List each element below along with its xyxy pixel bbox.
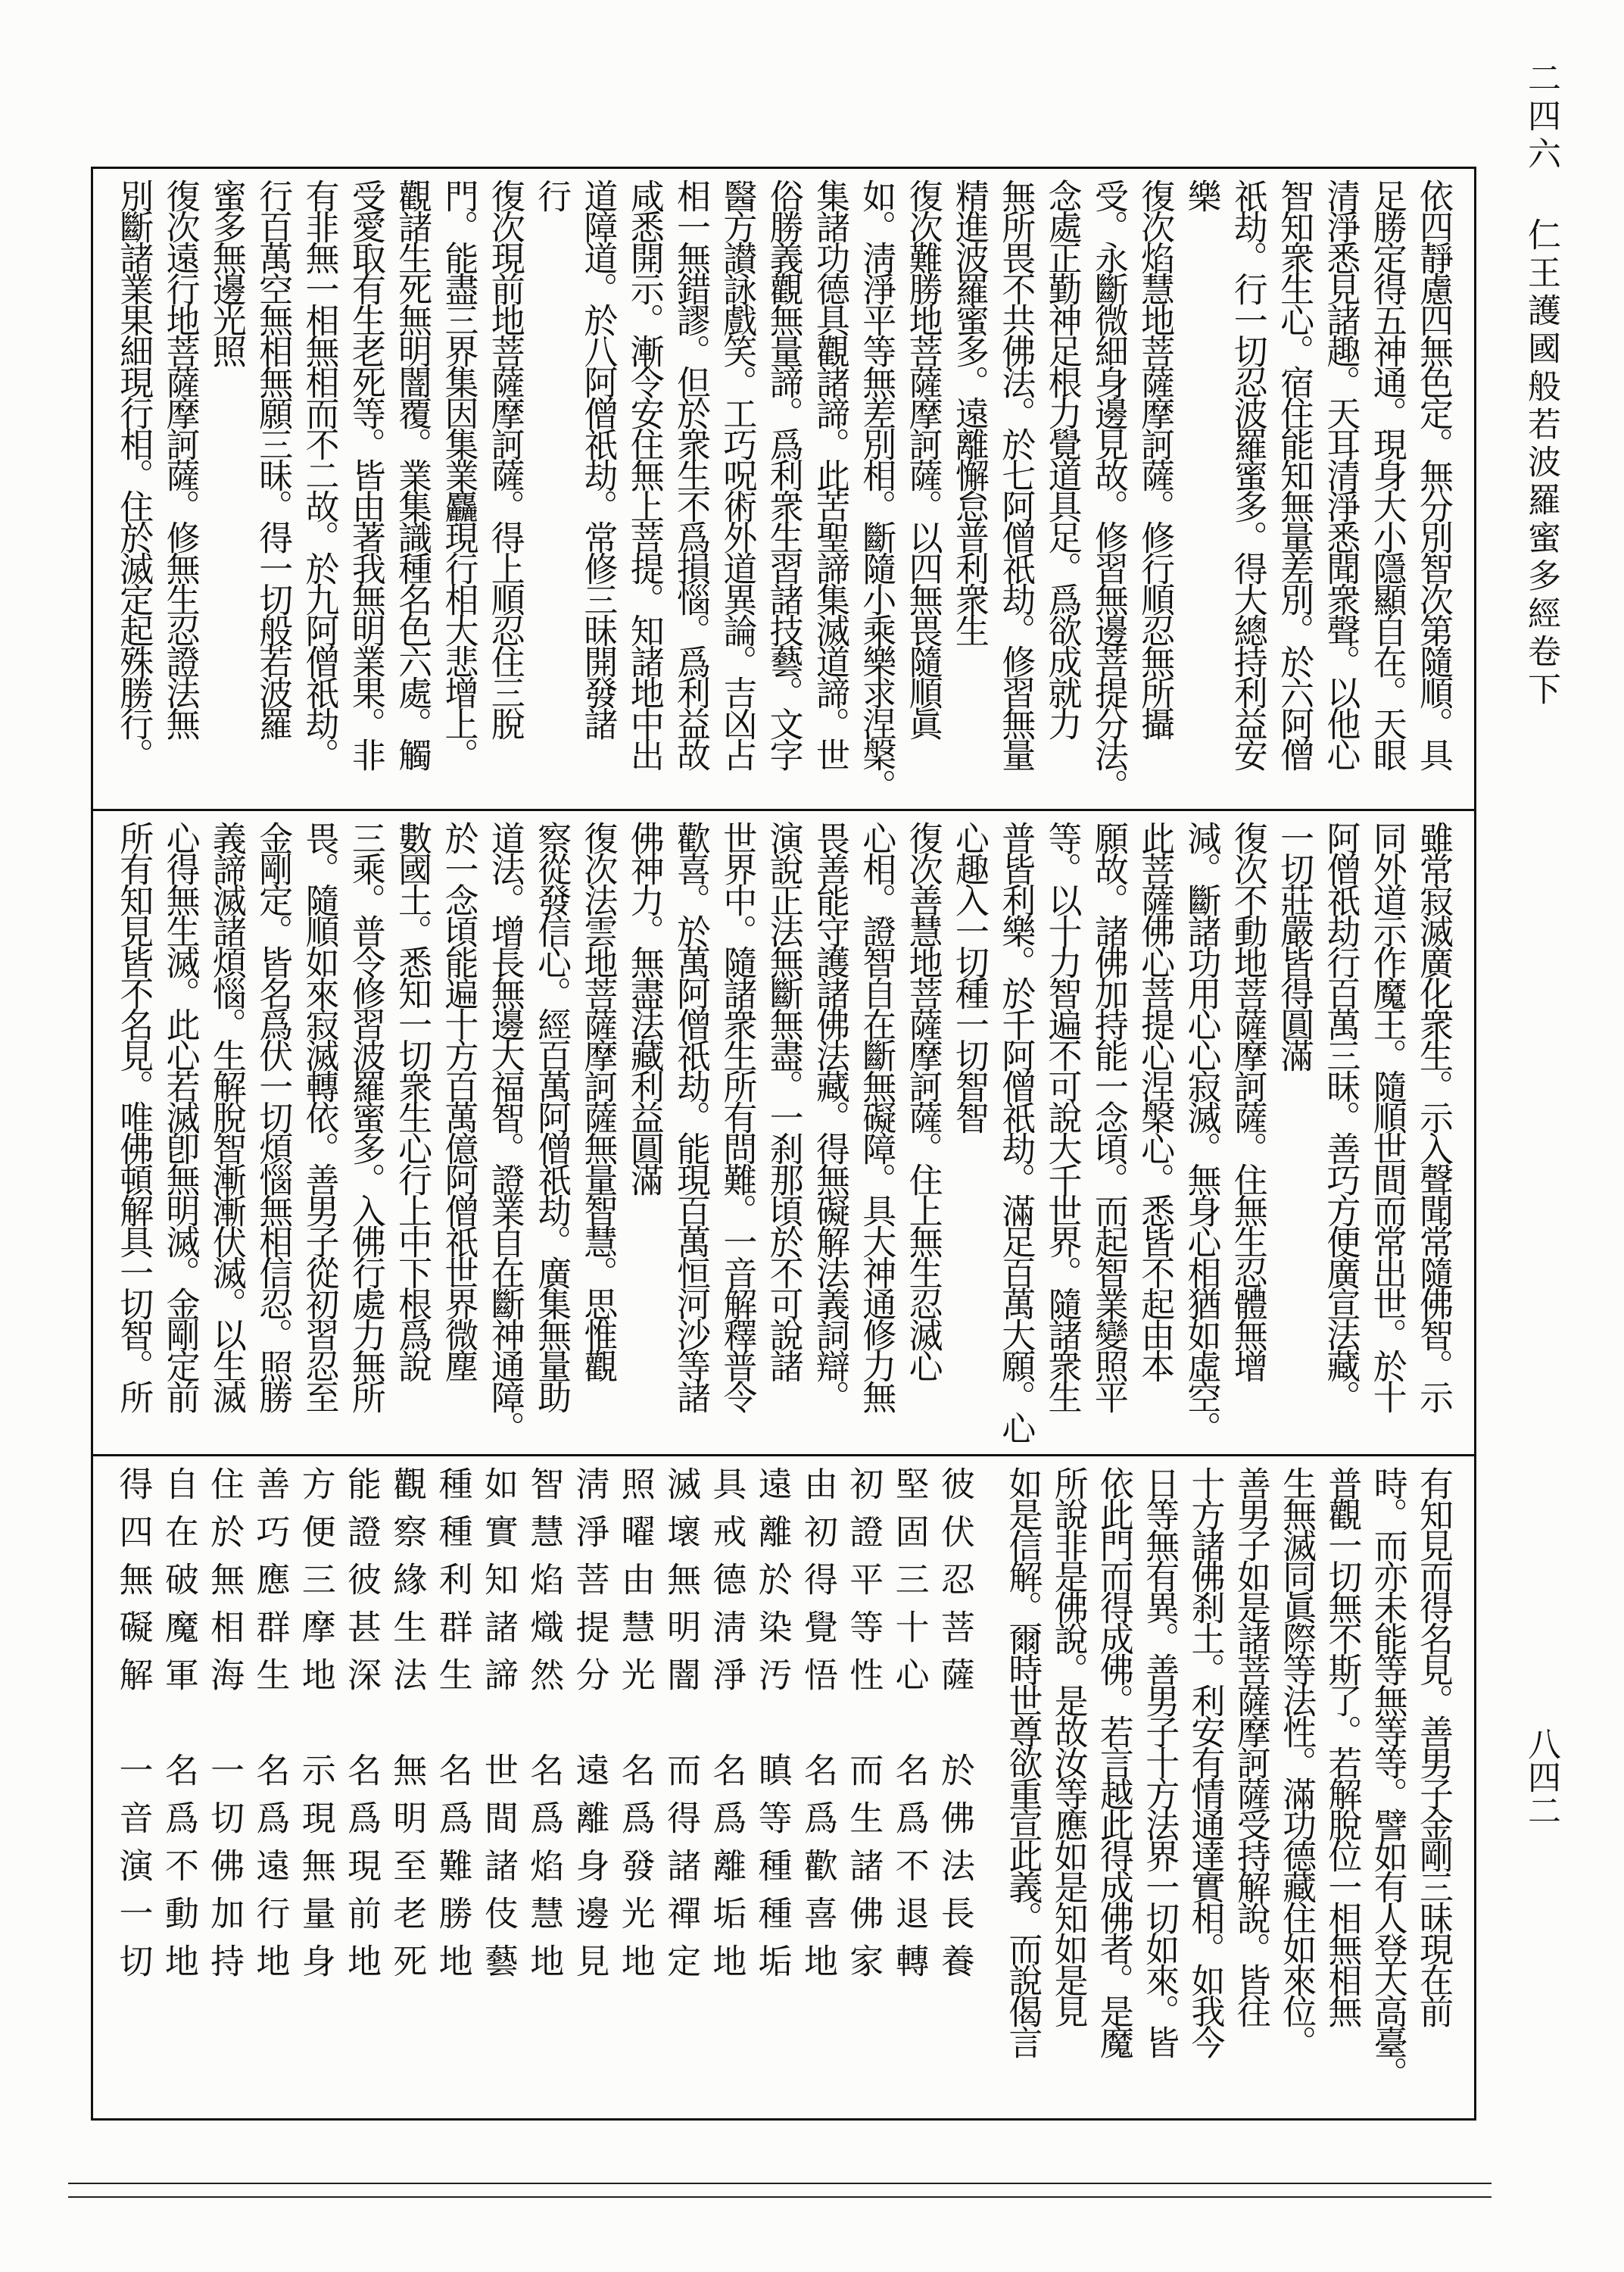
verse-column: 得四無礙解 一音演一切 <box>113 1466 154 1991</box>
text-column: 畏。隨順如來寂滅轉依。善男子從初習忍至 <box>299 821 340 1411</box>
text-column: 復次遠行地菩薩摩訶薩。修無生忍證法無 <box>160 179 201 738</box>
text-column: 善男子如是諸菩薩摩訶薩受持解說。皆往 <box>1230 1466 1271 2025</box>
text-column: 一切莊嚴皆得圓滿 <box>1274 821 1315 1069</box>
text-column: 所有知見皆不名見。唯佛頓解具一切智。所 <box>114 821 154 1411</box>
text-column: 復次善慧地菩薩摩訶薩。住上無生忍滅心 <box>902 821 943 1380</box>
text-column: 有非無一相無相而不二故。於九阿僧祇劫。 <box>299 179 340 769</box>
bottom-rule <box>68 2183 1492 2184</box>
text-column: 世界中。隨諸衆生所有問難。一音解釋普令 <box>717 821 758 1411</box>
register-divider-2 <box>91 1454 1476 1456</box>
text-column: 阿僧祇劫行百萬三昧。善巧方便廣宣法藏。 <box>1320 821 1361 1411</box>
text-column: 門。能盡三界集因集業麤現行相大悲增上。 <box>438 179 479 769</box>
text-column: 減。斷諸功用心心寂滅。無身心相猶如虛空。 <box>1181 821 1222 1442</box>
verse-column: 淸淨菩提分 遠離身邊見 <box>569 1466 610 1991</box>
text-column: 道障道。於八阿僧祇劫。常修三昧開發諸 <box>578 179 619 738</box>
text-column: 復次難勝地菩薩摩訶薩。以四無畏隨順眞 <box>902 179 943 738</box>
text-column: 願故。諸佛加持能一念頃。而起智業變照平 <box>1088 821 1129 1411</box>
text-column: 復次法雲地菩薩摩訶薩無量智慧。思惟觀 <box>578 821 619 1380</box>
verse-column: 種種利群生 名爲難勝地 <box>432 1466 473 1991</box>
text-column: 俗勝義觀無量諦。爲利衆生習諸技藝。文字 <box>763 179 804 769</box>
text-column: 十方諸佛刹土。利安有情通達實相。如我今 <box>1185 1466 1226 2056</box>
text-column: 受。永斷微細身邊見故。修習無邊菩提分法。 <box>1088 179 1129 800</box>
verse-column: 善巧應群生 名爲遠行地 <box>250 1466 291 1991</box>
text-column: 樂 <box>1181 179 1222 210</box>
verse-column: 如實知諸諦 世間諸伎藝 <box>478 1466 519 1991</box>
text-column: 生無滅同眞際等法性。滿功德藏住如來位。 <box>1276 1466 1317 2056</box>
text-column: 等。以十力智遍不可說大千世界。隨諸衆生 <box>1042 821 1083 1411</box>
text-column: 集諸功德具觀諸諦。此苦聖諦集滅道諦。世 <box>809 179 850 769</box>
verse-column: 堅固三十心 名爲不退轉 <box>889 1466 930 1991</box>
text-column: 依此門而得成佛。若言越此得成佛者。是魔 <box>1093 1466 1134 2056</box>
text-column: 畏善能守護諸佛法藏。得無礙解法義詞辯。 <box>809 821 850 1411</box>
text-column: 復次不動地菩薩摩訶薩。住無生忍體無增 <box>1227 821 1268 1380</box>
verse-column: 照曜由慧光 名爲發光地 <box>615 1466 656 1991</box>
text-column: 心相。證智自在斷無礙障。具大神通修力無 <box>856 821 897 1411</box>
text-column: 普皆利樂。於千阿僧祇劫。滿足百萬大願。心 <box>996 821 1036 1442</box>
text-column: 醫方讃詠戲笑。工巧呪術外道異論。吉凶占 <box>717 179 758 769</box>
text-column: 受愛取有生老死等。皆由著我無明業果。非 <box>345 179 386 769</box>
text-register-upper <box>91 179 1476 800</box>
text-column: 同外道示作魔王。隨順世間而常出世。於十 <box>1367 821 1407 1411</box>
verse-gap <box>978 1466 1000 2110</box>
text-column: 日等無有異。善男子十方法界一切如來。皆 <box>1139 1466 1180 2056</box>
text-column: 有知見而得名見。善男子金剛三昧現在前 <box>1414 1466 1454 2025</box>
text-column: 時。而亦未能等無等等。譬如有人登大高臺。 <box>1367 1466 1408 2087</box>
text-column: 此菩薩佛心菩提心涅槃心。悉皆不起由本 <box>1135 821 1176 1380</box>
text-column: 足勝定得五神通。現身大小隱顯自在。天眼 <box>1367 179 1407 769</box>
text-column: 三乘。普令修習波羅蜜多。入佛行處力無所 <box>345 821 386 1411</box>
text-column: 義諦滅諸煩惱。生解脫智漸漸伏滅。以生滅 <box>206 821 247 1411</box>
text-column: 雖常寂滅廣化衆生。示入聲聞常隨佛智。示 <box>1414 821 1454 1411</box>
text-column: 觀諸生死無明闇覆。業集識種名色六處。觸 <box>392 179 433 769</box>
verse-column: 初證平等性 而生諸佛家 <box>843 1466 884 1991</box>
text-column: 行百萬空無相無願三昧。得一切般若波羅 <box>253 179 294 738</box>
verse-column: 觀察緣生法 無明至老死 <box>387 1466 428 1991</box>
text-column: 念處正勤神足根力覺道具足。爲欲成就力 <box>1042 179 1083 738</box>
text-column: 祇劫。行一切忍波羅蜜多。得大總持利益安 <box>1227 179 1268 769</box>
text-column: 別斷諸業果細現行相。住於滅定起殊勝行。 <box>114 179 154 769</box>
verse-column: 方便三摩地 示現無量身 <box>295 1466 336 1991</box>
text-column: 歡喜。於萬阿僧祇劫。能現百萬恒河沙等諸 <box>671 821 711 1411</box>
verse-column: 彼伏忍菩薩 於佛法長養 <box>934 1466 975 1991</box>
text-column: 察從發信心。經百萬阿僧祇劫。廣集無量助 <box>531 821 572 1411</box>
text-column: 復次現前地菩薩摩訶薩。得上順忍住三脫 <box>485 179 525 738</box>
text-column: 智知衆生心。宿住能知無量差別。於六阿僧 <box>1274 179 1315 769</box>
text-column: 相一無錯謬。但於衆生不爲損惱。爲利益故 <box>671 179 711 769</box>
text-column: 清淨悉見諸趣。天耳清淨悉聞衆聲。以他心 <box>1320 179 1361 769</box>
verse-column: 能證彼甚深 名爲現前地 <box>341 1466 382 1991</box>
text-column: 無所畏不共佛法。於七阿僧祇劫。修習無量 <box>996 179 1036 769</box>
register-divider-1 <box>91 809 1476 811</box>
verse-column: 住於無相海 一切佛加持 <box>204 1466 245 1991</box>
text-column: 演說正法無斷無盡。一刹那頃於不可說諸 <box>763 821 804 1380</box>
verse-column: 遠離於染汚 瞋等種種垢 <box>752 1466 793 1991</box>
text-column: 咸悉開示。漸令安住無上菩提。知諸地中出 <box>624 179 665 769</box>
text-column: 如是信解。爾時世尊欲重宣此義。而說偈言 <box>1002 1466 1043 2056</box>
text-column: 依四靜慮四無色定。無分別智次第隨順。具 <box>1414 179 1454 769</box>
bottom-rule <box>68 2196 1492 2198</box>
text-column: 普觀一切無不斯了。若解脫位一相無相無 <box>1322 1466 1363 2025</box>
verse-column: 智慧焰熾然 名爲焰慧地 <box>524 1466 565 1991</box>
text-register-middle <box>91 821 1476 1442</box>
text-column: 於一念頃能遍十方百萬億阿僧祇世界微塵 <box>438 821 479 1380</box>
text-column: 道法。增長無邊大福智。證業自在斷神通障。 <box>485 821 525 1442</box>
verse-column: 由初得覺悟 名爲歡喜地 <box>797 1466 838 1991</box>
text-column: 心趣入一切種一切智智 <box>949 821 990 1131</box>
running-header: 二四六 仁王護國般若波羅蜜多經卷下 <box>1522 61 1560 710</box>
page-number-label: 八四二 <box>1522 1727 1560 1827</box>
verse-column: 具戒德淸淨 名爲離垢地 <box>706 1466 747 1991</box>
text-column: 復次焰慧地菩薩摩訶薩。修行順忍無所攝 <box>1135 179 1176 738</box>
text-column: 佛神力。無盡法藏利益圓滿 <box>624 821 665 1194</box>
verse-column: 滅壞無明闇 而得諸禪定 <box>661 1466 702 1991</box>
text-column: 心得無生滅。此心若滅卽無明滅。金剛定前 <box>160 821 201 1411</box>
text-column: 如。淸淨平等無差別相。斷隨小乘樂求涅槃。 <box>856 179 897 800</box>
text-column: 行 <box>531 179 572 210</box>
text-register-lower <box>91 1466 1476 2110</box>
text-column: 所說非是佛說。是故汝等應如是知如是見 <box>1048 1466 1089 2025</box>
text-column: 金剛定。皆名爲伏一切煩惱無相信忍。照勝 <box>253 821 294 1411</box>
text-column: 蜜多無邊光照 <box>206 179 247 365</box>
text-column: 精進波羅蜜多。遠離懈怠普利衆生 <box>949 179 990 644</box>
verse-column: 自在破魔軍 名爲不動地 <box>158 1466 199 1991</box>
text-column: 數國土。悉知一切衆生心行上中下根爲說 <box>392 821 433 1380</box>
